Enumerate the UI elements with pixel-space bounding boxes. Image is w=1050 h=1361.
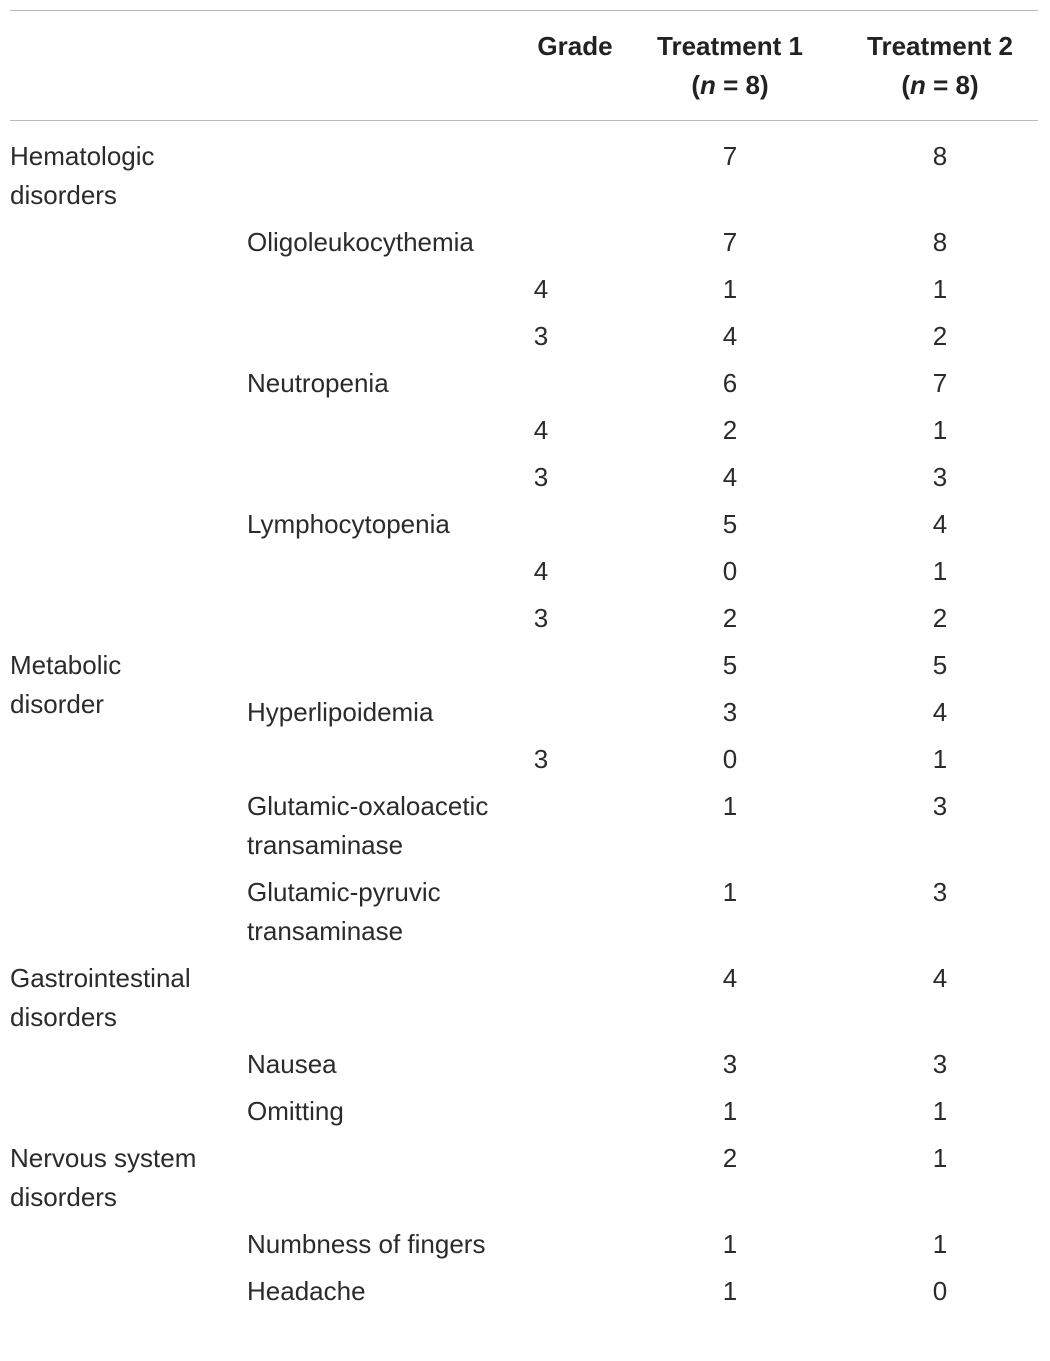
- treatment-1-cell: 5: [722, 509, 738, 539]
- treatment-1-cell: 4: [722, 963, 738, 993]
- header-treatment-2: [850, 27, 1030, 105]
- treatment-2-cell: 1: [932, 1229, 948, 1259]
- grade-cell: 3: [533, 603, 549, 633]
- treatment-1-cell: 0: [722, 556, 738, 586]
- item-cell: Headache: [247, 1276, 366, 1306]
- grade-cell: 3: [533, 462, 549, 492]
- header-treatment-2-n: (n = 8): [901, 70, 979, 100]
- table-row: [0, 1045, 1050, 1092]
- treatment-2-cell: 3: [932, 791, 948, 821]
- table-row: [0, 505, 1050, 552]
- treatment-2-cell: 1: [932, 274, 948, 304]
- treatment-2-cell: 2: [932, 603, 948, 633]
- treatment-2-cell: 4: [932, 509, 948, 539]
- treatment-2-cell: 4: [932, 697, 948, 727]
- table-header-rule: [10, 120, 1038, 121]
- table-row: [0, 1272, 1050, 1319]
- treatment-2-cell: 1: [932, 1096, 948, 1126]
- item-cell: Lymphocytopenia: [247, 509, 450, 539]
- treatment-1-cell: 7: [722, 141, 738, 171]
- table-row: [0, 364, 1050, 411]
- treatment-1-cell: 1: [722, 1276, 738, 1306]
- treatment-2-cell: 8: [932, 227, 948, 257]
- table-row: [0, 693, 1050, 740]
- treatment-2-cell: 2: [932, 321, 948, 351]
- treatment-2-cell: 5: [932, 650, 948, 680]
- item-cell: Neutropenia: [247, 368, 389, 398]
- table-top-rule: [10, 10, 1038, 11]
- table-row: [0, 317, 1050, 364]
- header-treatment-2-n-symbol: n: [910, 70, 926, 100]
- treatment-1-cell: 5: [722, 650, 738, 680]
- treatment-2-cell: 7: [932, 368, 948, 398]
- treatment-1-cell: 1: [722, 1229, 738, 1259]
- header-treatment-1-n: (n = 8): [691, 70, 769, 100]
- table-row: [0, 873, 1050, 959]
- treatment-1-cell: 0: [722, 744, 738, 774]
- treatment-1-cell: 3: [722, 1049, 738, 1079]
- grade-cell: 3: [533, 321, 549, 351]
- treatment-2-cell: 1: [932, 744, 948, 774]
- item-cell: Omitting: [247, 1096, 344, 1126]
- table-row: [0, 458, 1050, 505]
- header-treatment-1-n-value: = 8): [715, 70, 769, 100]
- treatment-1-cell: 1: [722, 1096, 738, 1126]
- treatment-1-cell: 4: [722, 321, 738, 351]
- grade-cell: 4: [533, 556, 549, 586]
- header-treatment-1-label: Treatment 1: [657, 31, 803, 61]
- treatment-1-cell: 2: [722, 415, 738, 445]
- header-treatment-1-n-symbol: n: [700, 70, 716, 100]
- table-row: [0, 411, 1050, 458]
- treatment-2-cell: 1: [932, 415, 948, 445]
- category-cell: Nervous system disorders: [10, 1143, 197, 1212]
- header-grade: [528, 27, 622, 66]
- header-treatment-2-n-value: = 8): [925, 70, 979, 100]
- treatment-2-cell: 1: [932, 1143, 948, 1173]
- grade-cell: 3: [533, 744, 549, 774]
- category-cell: Hematologic disorders: [10, 141, 155, 210]
- table-row: [0, 740, 1050, 787]
- item-cell: Glutamic-pyruvic transaminase: [247, 877, 441, 946]
- treatment-1-cell: 1: [722, 877, 738, 907]
- category-cell: Gastrointestinal disorders: [10, 963, 191, 1032]
- table-header: [0, 27, 1050, 107]
- item-cell: Hyperlipoidemia: [247, 697, 434, 727]
- table-row: [0, 787, 1050, 873]
- header-grade-label: Grade: [537, 31, 613, 61]
- table-row: [0, 1139, 1050, 1225]
- treatment-1-cell: 3: [722, 697, 738, 727]
- header-treatment-2-label: Treatment 2: [867, 31, 1013, 61]
- treatment-2-cell: 3: [932, 462, 948, 492]
- item-cell: Glutamic-oxaloacetic transaminase: [247, 791, 489, 860]
- header-treatment-1: [640, 27, 820, 105]
- table-row: [0, 959, 1050, 1045]
- treatment-1-cell: 1: [722, 791, 738, 821]
- treatment-1-cell: 1: [722, 274, 738, 304]
- treatment-2-cell: 8: [932, 141, 948, 171]
- item-cell: Nausea: [247, 1049, 337, 1079]
- table-row: [0, 1092, 1050, 1139]
- treatment-2-cell: 3: [932, 1049, 948, 1079]
- treatment-2-cell: 3: [932, 877, 948, 907]
- treatment-1-cell: 2: [722, 1143, 738, 1173]
- grade-cell: 4: [533, 274, 549, 304]
- treatment-1-cell: 4: [722, 462, 738, 492]
- item-cell: Oligoleukocythemia: [247, 227, 474, 257]
- table-row: [0, 1225, 1050, 1272]
- table-row: [0, 270, 1050, 317]
- treatment-2-cell: 0: [932, 1276, 948, 1306]
- treatment-1-cell: 2: [722, 603, 738, 633]
- table-body: [0, 137, 1050, 1319]
- treatment-1-cell: 7: [722, 227, 738, 257]
- treatment-1-cell: 6: [722, 368, 738, 398]
- table-row: [0, 552, 1050, 599]
- item-cell: Numbness of fingers: [247, 1229, 486, 1259]
- category-cell: Metabolic disorder: [10, 650, 122, 719]
- treatment-2-cell: 1: [932, 556, 948, 586]
- table-row: [0, 223, 1050, 270]
- table-row: [0, 599, 1050, 646]
- table-row: [0, 137, 1050, 223]
- treatment-2-cell: 4: [932, 963, 948, 993]
- grade-cell: 4: [533, 415, 549, 445]
